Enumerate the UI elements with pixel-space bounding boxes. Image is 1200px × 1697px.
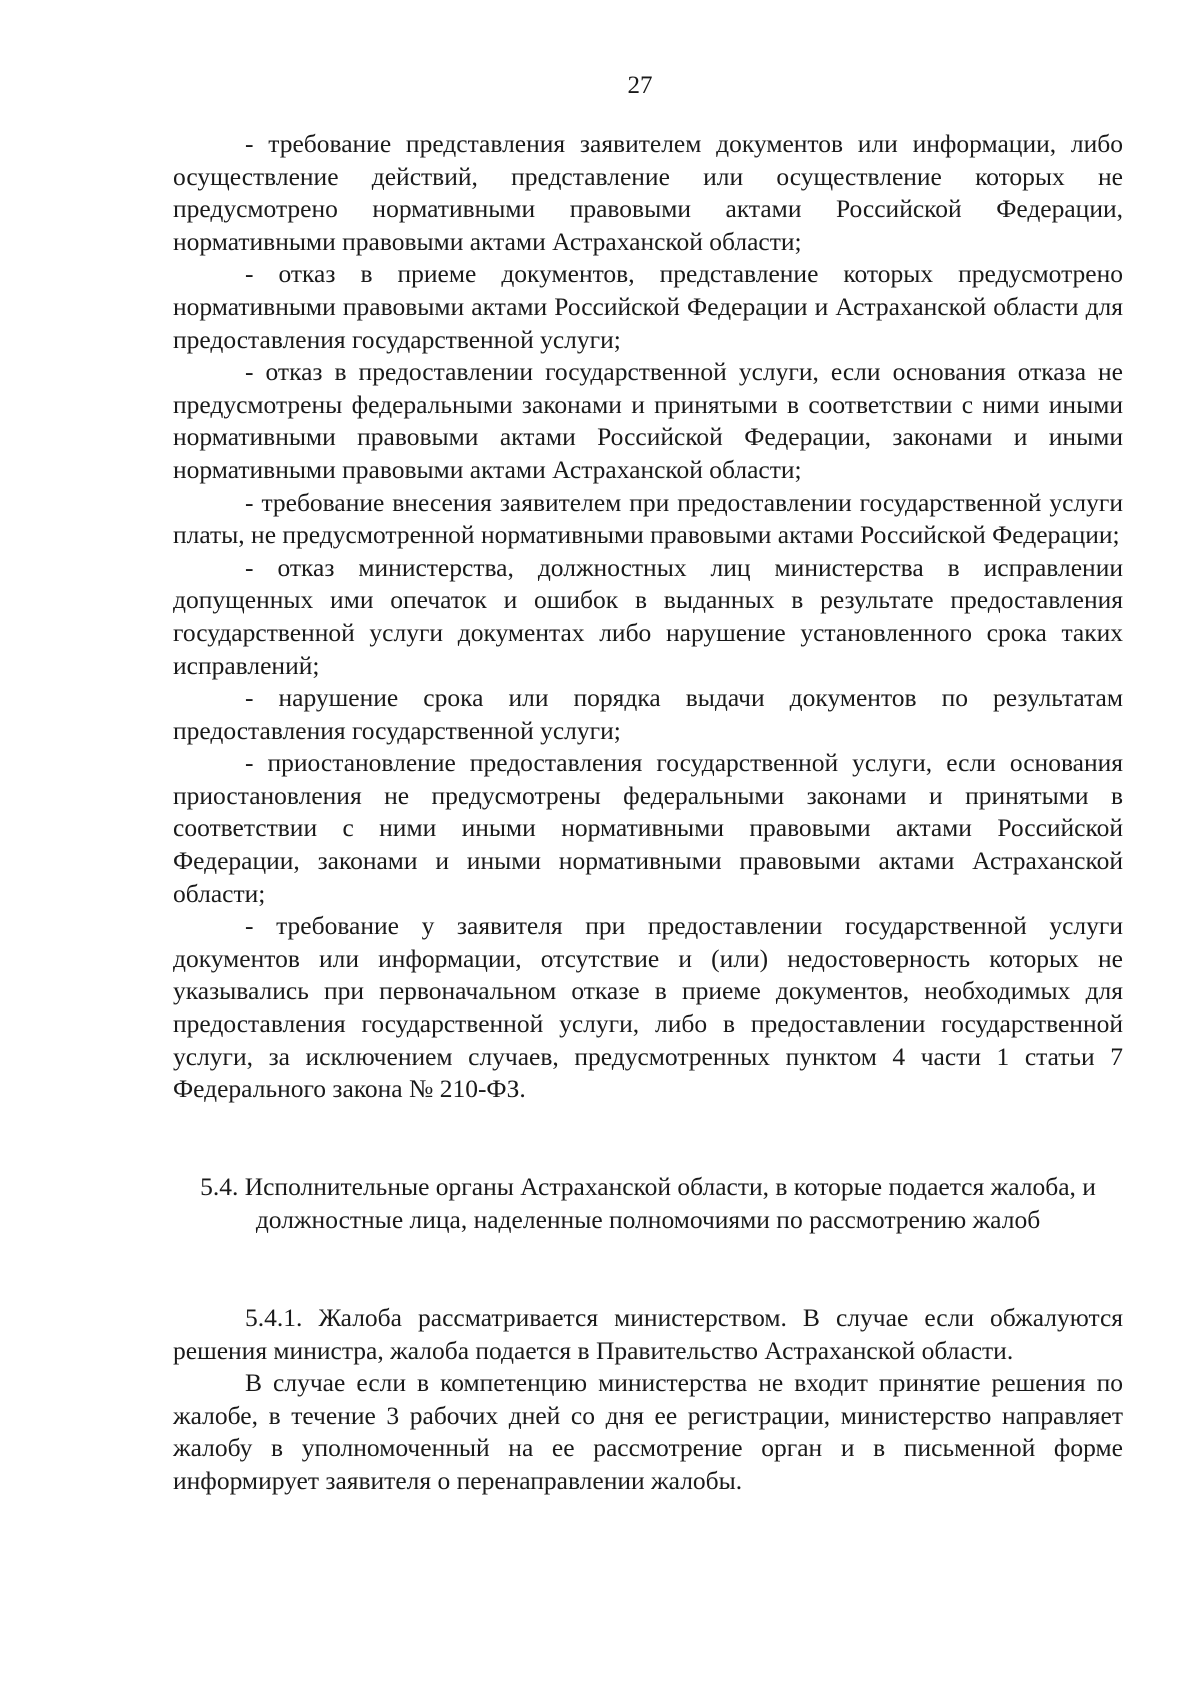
list-item: - требование у заявителя при предоставлении государственной услуги документов или информации, отсутствие и (или) недостоверность которых не указывались при первоначальном отказе в приеме документов, необходимых для предоставления государственной услуги, либо в предоставлении государственной услуги, за исключением случаев, предусмотренных пунктом 4 части 1 статьи 7 Федерального закона № 210-ФЗ. <box>173 911 1123 1104</box>
section-body <box>173 1302 1123 1498</box>
list-item: - отказ в приеме документов, представление которых предусмотрено нормативными правовыми актами Российской Федерации и Астраханской области для предоставления государственной услуги; <box>173 259 1123 354</box>
list-item: - приостановление предоставления государственной услуги, если основания приостановления не предусмотрены федеральными законами и принятыми в соответствии с ними иными нормативными правовыми актами Российской Федерации, законами и иными нормативными правовыми актами Астраханской области; <box>173 748 1123 908</box>
list-item: - требование внесения заявителем при предоставлении государственной услуги платы, не предусмотренной нормативными правовыми актами Российской Федерации; <box>173 487 1123 550</box>
list-item: - нарушение срока или порядка выдачи документов по результатам предоставления государственной услуги; <box>173 683 1123 745</box>
page-number: 27 <box>627 72 653 99</box>
list-item: - отказ в предоставлении государственной услуги, если основания отказа не предусмотрены федеральными законами и принятыми в соответствии с ними иными нормативными правовыми актами Российской Федерации, законами и иными нормативными правовыми актами Астраханской области; <box>173 357 1123 484</box>
list-item: - требование представления заявителем документов или информации, либо осуществление действий, представление или осуществление которых не предусмотрено нормативными правовыми актами Российской Федерации, нормативными правовыми актами Астраханской области; <box>173 129 1123 256</box>
section-paragraph: 5.4.1. Жалоба рассматривается министерством. В случае если обжалуются решения министра, жалоба подается в Правительство Астраханской области. <box>173 1303 1123 1365</box>
section-paragraph: В случае если в компетенцию министерства не входит принятие решения по жалобе, в течение 3 рабочих дней со дня ее регистрации, министерство направляет жалобу в уполномоченный на ее рассмотрение орган и в письменной форме информирует заявителя о перенаправлении жалобы. <box>173 1368 1123 1495</box>
list-item: - отказ министерства, должностных лиц министерства в исправлении допущенных ими опечаток и ошибок в выданных в результате предоставления государственной услуги документах либо нарушение установленного срока таких исправлений; <box>173 552 1123 680</box>
section-heading: 5.4. Исполнительные органы Астраханской области, в которые подается жалоба, и должностные лица, наделенные полномочиями по рассмотрению жалоб <box>200 1172 1096 1234</box>
complaint-grounds-list <box>173 128 1123 1106</box>
